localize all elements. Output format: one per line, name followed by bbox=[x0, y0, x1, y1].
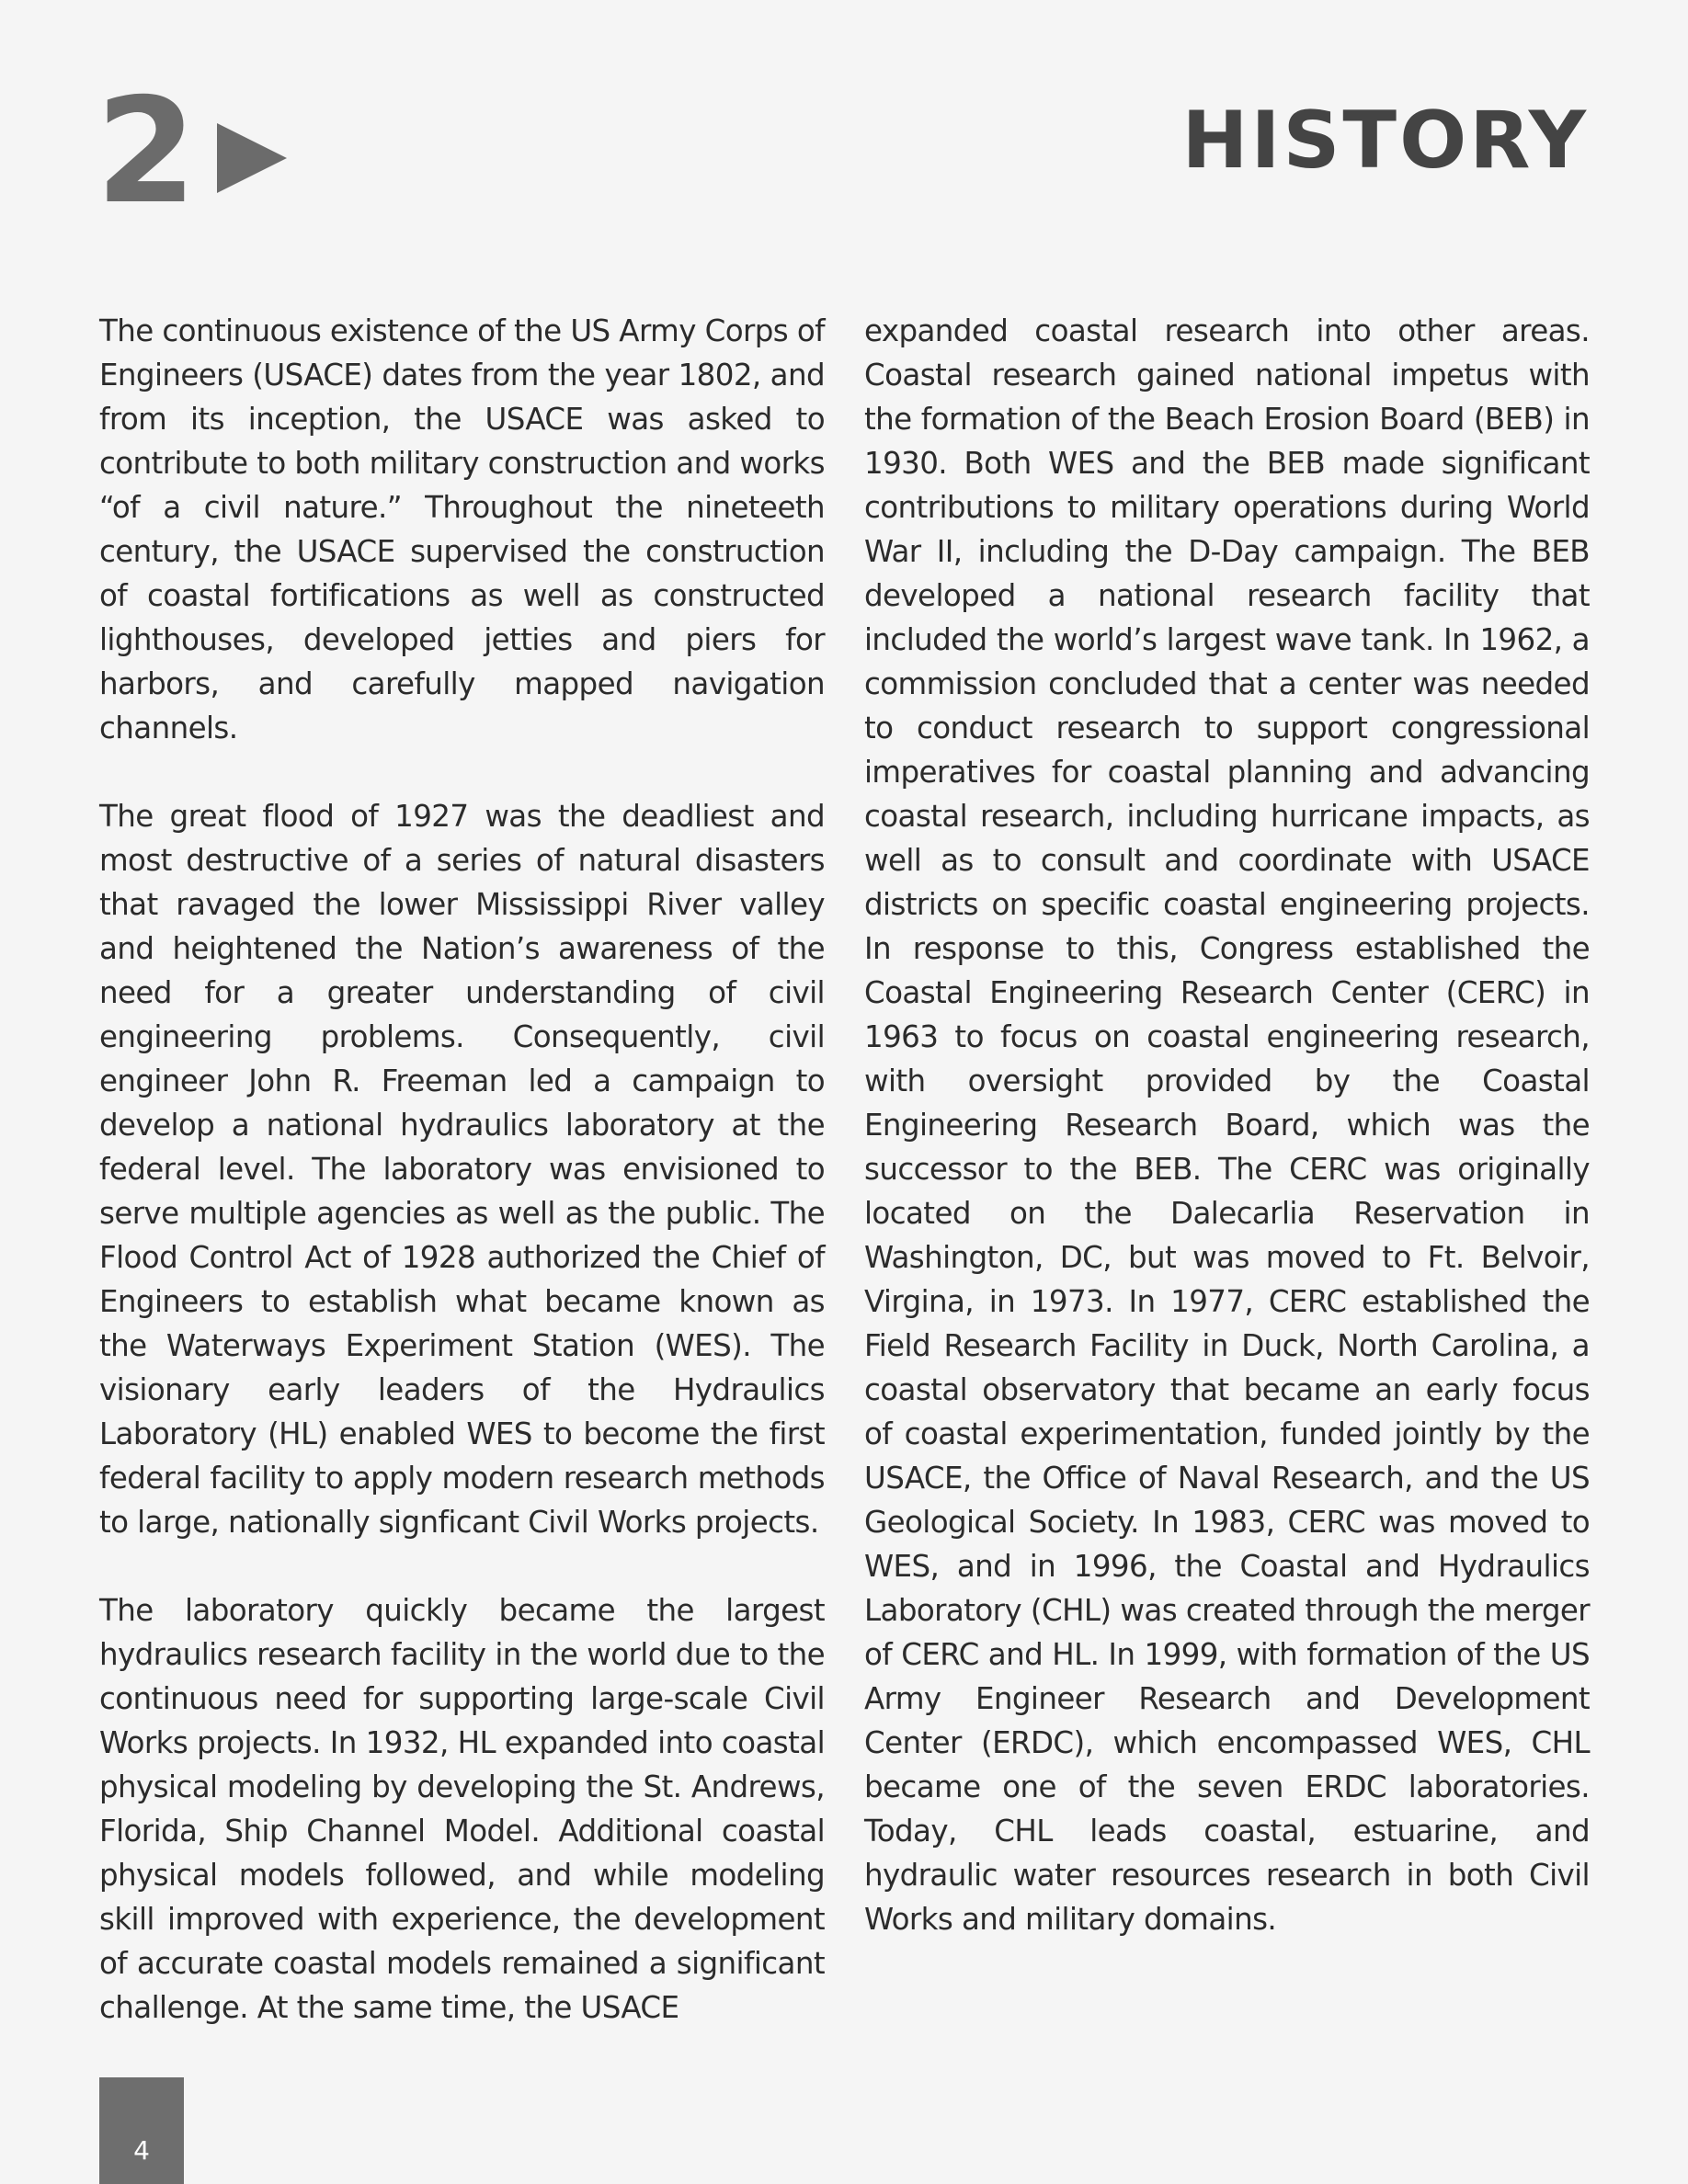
chapter-number: 2 bbox=[96, 67, 193, 236]
play-triangle-icon bbox=[217, 123, 287, 193]
paragraph: The laboratory quickly became the largest hydraulics research facility in the world due to the continuous need for supporting large-scale Civil Works projects. In 1932, HL expanded into coastal physical modeling by developing the St. Andrews, Florida, Ship Channel Model. Additional coastal physical models followed, and while modeling skill improved with experience, the development of accurate coastal models remained a significant challenge. At the same time, the USACE bbox=[99, 1593, 825, 2025]
right-text-column bbox=[864, 309, 1590, 1985]
paragraph: The continuous existence of the US Army Corps of Engineers (USACE) dates from the year 1802, and from its inception, the USACE was asked to contribute to both military construction and works “of a civil nature.” Throughout the nineteeth century, the USACE supervised the construction of coastal fortifications as well as constructed lighthouses, developed jetties and piers for harbors, and carefully mapped navigation channels. bbox=[99, 313, 825, 745]
page-number: 4 bbox=[133, 2135, 150, 2166]
left-text-column bbox=[99, 309, 825, 2074]
paragraph: The great flood of 1927 was the deadliest and most destructive of a series of natural disasters that ravaged the lower Mississippi River valley and heightened the Nation’s awareness of the need for a greater understanding of civil engineering problems. Consequently, civil engineer John R. Freeman led a campaign to develop a national hydraulics laboratory at the federal level. The laboratory was envisioned to serve multiple agencies as well as the public. The Flood Control Act of 1928 authorized the Chief of Engineers to establish what became known as the Waterways Experiment Station (WES). The visionary early leaders of the Hydraulics Laboratory (HL) enabled WES to become the first federal facility to apply modern research methods to large, nationally signficant Civil Works projects. bbox=[99, 799, 825, 1540]
page-number-tab bbox=[99, 2077, 184, 2184]
paragraph: expanded coastal research into other areas. Coastal research gained national impetus with the formation of the Beach Erosion Board (BEB) in 1930. Both WES and the BEB made significant contributions to military operations during World War II, including the D-Day campaign. The BEB developed a national research facility that included the world’s largest wave tank. In 1962, a commission concluded that a center was needed to conduct research to support congressional imperatives for coastal planning and advancing coastal research, including hurricane impacts, as well as to consult and coordinate with USACE districts on specific coastal engineering projects. In response to this, Congress established the Coastal Engineering Research Center (CERC) in 1963 to focus on coastal engineering research, with oversight provided by the Coastal Engineering Research Board, which was the successor to the BEB. The CERC was originally located on the Dalecarlia Reservation in Washington, DC, but was moved to Ft. Belvoir, Virgina, in 1973. In 1977, CERC established the Field Research Facility in Duck, North Carolina, a coastal observatory that became an early focus of coastal experimentation, funded jointly by the USACE, the Office of Naval Research, and the US Geological Society. In 1983, CERC was moved to WES, and in 1996, the Coastal and Hydraulics Laboratory (CHL) was created through the merger of CERC and HL. In 1999, with formation of the US Army Engineer Research and Development Center (ERDC), which encompassed WES, CHL became one of the seven ERDC laboratories. Today, CHL leads coastal, estuarine, and hydraulic water resources research in both Civil Works and military domains. bbox=[864, 313, 1590, 1937]
page-title: HISTORY bbox=[1181, 95, 1589, 187]
